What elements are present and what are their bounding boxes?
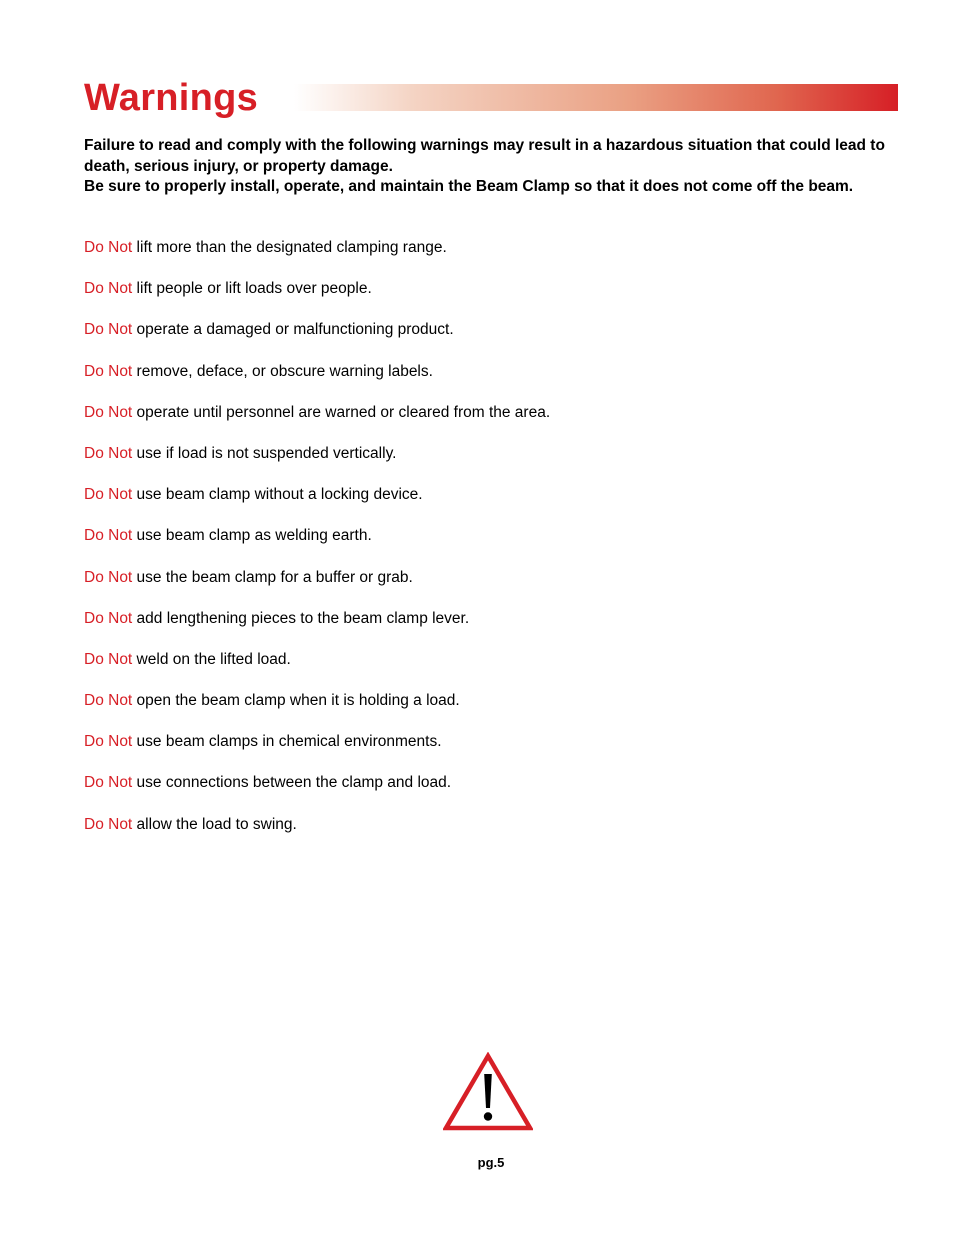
warning-item xyxy=(84,773,896,814)
warning-text: use beam clamps in chemical environments. xyxy=(132,733,442,751)
warning-item xyxy=(84,279,896,320)
do-not-prefix: Do Not xyxy=(84,568,133,586)
warning-item xyxy=(84,609,896,650)
do-not-prefix: Do Not xyxy=(84,403,133,421)
do-not-prefix: Do Not xyxy=(84,733,133,751)
warning-text: use the beam clamp for a buffer or grab. xyxy=(132,568,413,586)
title-gradient-bar xyxy=(294,84,898,111)
do-not-prefix: Do Not xyxy=(84,815,133,833)
warning-text: use connections between the clamp and load. xyxy=(132,774,452,792)
warning-text: remove, deface, or obscure warning labels. xyxy=(132,362,433,380)
intro-line-1: Failure to read and comply with the following warnings may result in a hazardous situation that could lead to death, serious injury, or property damage. xyxy=(84,137,885,175)
warning-item xyxy=(84,650,896,691)
warning-text: lift more than the designated clamping range. xyxy=(132,239,447,256)
do-not-prefix: Do Not xyxy=(84,280,133,298)
do-not-prefix: Do Not xyxy=(84,609,133,627)
warning-item xyxy=(84,691,896,732)
warning-item xyxy=(84,362,896,403)
do-not-prefix: Do Not xyxy=(84,692,133,710)
do-not-prefix: Do Not xyxy=(84,444,133,462)
do-not-prefix: Do Not xyxy=(84,486,133,504)
warning-triangle-icon xyxy=(443,1052,533,1132)
page-number: pg.5 xyxy=(477,1155,505,1170)
warning-list xyxy=(84,238,896,856)
warning-text: use beam clamp as welding earth. xyxy=(132,527,372,545)
warning-item xyxy=(84,403,896,444)
warning-item xyxy=(84,732,896,773)
warning-item xyxy=(84,568,896,609)
warning-text: use if load is not suspended vertically. xyxy=(132,444,397,462)
warning-item xyxy=(84,526,896,567)
do-not-prefix: Do Not xyxy=(84,321,133,339)
warning-text: use beam clamp without a locking device. xyxy=(132,486,423,504)
warning-text: operate until personnel are warned or cleared from the area. xyxy=(132,403,551,421)
do-not-prefix: Do Not xyxy=(84,774,133,792)
intro-warning-text xyxy=(84,136,896,198)
warning-text: open the beam clamp when it is holding a load. xyxy=(132,692,460,710)
do-not-prefix: Do Not xyxy=(84,239,133,256)
do-not-prefix: Do Not xyxy=(84,362,133,380)
warning-item xyxy=(84,485,896,526)
warning-text: weld on the lifted load. xyxy=(132,650,291,668)
warning-text: operate a damaged or malfunctioning product. xyxy=(132,321,454,339)
warning-item xyxy=(84,815,896,856)
page-title: Warnings xyxy=(84,77,259,119)
intro-line-2: Be sure to properly install, operate, and maintain the Beam Clamp so that it does not come off the beam. xyxy=(84,178,854,195)
do-not-prefix: Do Not xyxy=(84,527,133,545)
warning-text: add lengthening pieces to the beam clamp lever. xyxy=(132,609,470,627)
warning-item xyxy=(84,444,896,485)
warning-item xyxy=(84,238,896,279)
warning-text: allow the load to swing. xyxy=(132,815,297,833)
warning-item xyxy=(84,320,896,361)
do-not-prefix: Do Not xyxy=(84,650,133,668)
warning-text: lift people or lift loads over people. xyxy=(132,280,372,298)
title-band xyxy=(84,78,898,118)
